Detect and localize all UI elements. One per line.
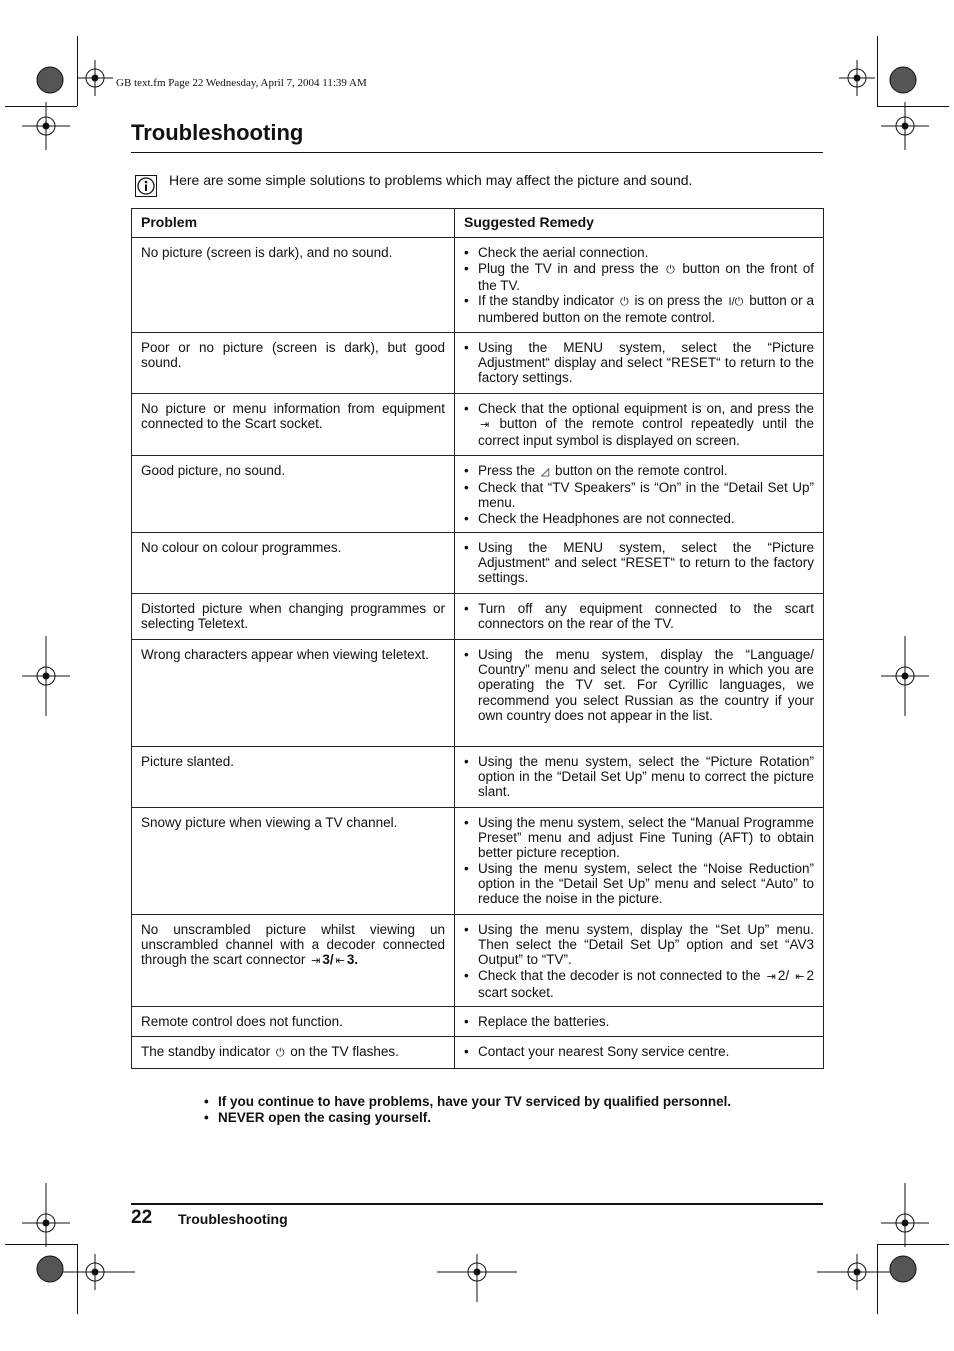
button-symbol-icon: ⇥ <box>766 970 776 983</box>
page-number: 22 <box>131 1207 153 1228</box>
remedy-text: Check the aerial connection. <box>478 245 649 261</box>
remedy-cell <box>455 238 824 332</box>
remedy-cell <box>455 593 824 639</box>
remedy-cell <box>455 914 824 1006</box>
remedy-item <box>478 815 814 861</box>
problem-cell <box>132 593 455 639</box>
remedy-text: 2/ <box>777 967 794 983</box>
connector-label: 3/ <box>322 952 334 968</box>
troubleshooting-table <box>131 208 824 1069</box>
remedy-cell <box>455 1037 824 1068</box>
remedy-text: Using the MENU system, select the “Picture Adjustment“ and select “RESET“ to return to the factory settings. <box>478 539 814 586</box>
file-header: GB text.fm Page 22 Wednesday, April 7, 2004 11:39 AM <box>116 77 367 89</box>
remedy-item <box>478 861 814 907</box>
problem-cell <box>132 807 455 914</box>
remedy-text: If the standby indicator <box>478 293 618 309</box>
problem-text: No unscrambled picture whilst viewing un unscrambled channel with a decoder connected through the scart connector <box>141 921 445 968</box>
remedy-item <box>478 601 814 632</box>
button-symbol-icon: I/⏻ <box>728 296 744 309</box>
remedy-text: Using the menu system, display the “Language/ Country” menu and select the country in which you are operating the TV set. For Cyrillic languages, we recommend you select Russian as the country if your own country does not appear in the list. <box>478 646 814 724</box>
remedy-item <box>478 480 814 511</box>
table-row <box>132 393 824 455</box>
col-problem-header: Problem <box>132 209 455 238</box>
table-row <box>132 1037 824 1068</box>
intro-text: Here are some simple solutions to problems which may affect the picture and sound. <box>169 172 693 188</box>
remedy-cell <box>455 1007 824 1037</box>
table-row <box>132 807 824 914</box>
problem-cell <box>132 746 455 807</box>
remedy-text: button of the remote control repeatedly until the correct input symbol is displayed on screen. <box>478 416 814 449</box>
scart-in-icon: ⇥ <box>311 955 321 968</box>
problem-cell <box>132 393 455 455</box>
problem-text: The standby indicator ⏻ on the TV flashes. <box>141 1044 399 1059</box>
problem-text: Good picture, no sound. <box>141 462 286 478</box>
remedy-text: Plug the TV in and press the <box>478 260 665 276</box>
remedy-text: Using the MENU system, select the “Picture Adjustment“ display and select “RESET“ to return to the factory settings. <box>478 339 814 386</box>
footer-label: Troubleshooting <box>178 1211 288 1227</box>
remedy-cell <box>455 639 824 746</box>
button-symbol-icon: ⇥ <box>480 419 490 432</box>
remedy-item <box>478 647 814 723</box>
table-body <box>132 238 824 1068</box>
remedy-text: 2 scart socket. <box>478 967 814 1001</box>
problem-cell <box>132 332 455 393</box>
remedy-text: Using the menu system, select the “Manual Programme Preset” menu and adjust Fine Tuning (AFT) to obtain better picture reception. <box>478 814 814 861</box>
remedy-text: button on the front of the TV. <box>478 260 815 293</box>
table-row <box>132 746 824 807</box>
button-symbol-icon: ⇤ <box>795 970 805 983</box>
remedy-item <box>478 293 814 326</box>
problem-cell <box>132 532 455 593</box>
problem-text: Wrong characters appear when viewing teletext. <box>141 646 429 662</box>
remedy-text: is on press the <box>630 293 727 309</box>
problem-cell <box>132 639 455 746</box>
footer-divider <box>131 1203 823 1205</box>
problem-cell <box>132 455 455 532</box>
note-item: • NEVER open the casing yourself. <box>204 1110 731 1126</box>
remedy-text: Using the menu system, display the “Set Up” menu. Then select the “Detail Set Up” option and set “AV3 Output” to “TV”. <box>478 921 814 968</box>
problem-cell <box>132 1007 455 1037</box>
remedy-text: Press the <box>478 462 539 478</box>
problem-cell <box>132 1037 455 1068</box>
problem-text: Picture slanted. <box>141 753 235 769</box>
table-header-row <box>132 209 824 238</box>
table-row <box>132 455 824 532</box>
table-row <box>132 238 824 332</box>
button-symbol-icon: ⏻ <box>666 263 675 276</box>
notes <box>204 1094 731 1125</box>
remedy-text: button or a numbered button on the remote control. <box>478 293 814 326</box>
note-item: • If you continue to have problems, have your TV serviced by qualified personnel. <box>204 1094 731 1110</box>
remedy-text: Check that the optional equipment is on, and press the <box>478 400 814 416</box>
remedy-item <box>478 261 814 294</box>
remedy-item <box>478 511 814 526</box>
table-row <box>132 1007 824 1037</box>
button-symbol-icon: ◿ <box>540 465 550 478</box>
scart-out-icon: ⇤ <box>335 955 345 968</box>
remedy-item <box>478 968 814 1001</box>
problem-text: No picture (screen is dark), and no sound. <box>141 245 393 261</box>
remedy-item <box>478 1044 814 1059</box>
remedy-item <box>478 754 814 800</box>
remedy-item <box>478 463 814 480</box>
problem-cell <box>132 914 455 1006</box>
remedy-text: button on the remote control. <box>551 462 728 478</box>
table-row <box>132 639 824 746</box>
remedy-text: Using the menu system, select the “Noise Reduction” option in the “Detail Set Up” menu and select “Auto” to reduce the noise in the picture. <box>478 860 814 907</box>
title-divider <box>131 152 823 153</box>
problem-text: No colour on colour programmes. <box>141 539 342 555</box>
table-row <box>132 332 824 393</box>
remedy-item <box>478 1014 814 1029</box>
remedy-text: Turn off any equipment connected to the scart connectors on the rear of the TV. <box>478 600 814 632</box>
remedy-text: Check that the decoder is not connected to the <box>478 967 765 983</box>
problem-text: Remote control does not function. <box>141 1014 343 1030</box>
page-title: Troubleshooting <box>131 120 304 145</box>
remedy-text: Using the menu system, select the “Picture Rotation” option in the “Detail Set Up” menu to correct the picture slant. <box>478 753 814 800</box>
remedy-text: Replace the batteries. <box>478 1014 610 1030</box>
table-row <box>132 593 824 639</box>
remedy-item <box>478 340 814 386</box>
table-row <box>132 532 824 593</box>
remedy-item <box>478 245 814 260</box>
remedy-cell <box>455 807 824 914</box>
info-icon <box>135 175 157 197</box>
remedy-text: Contact your nearest Sony service centre. <box>478 1044 730 1060</box>
power-icon: ⏻ <box>275 1047 285 1060</box>
remedy-cell <box>455 746 824 807</box>
problem-cell <box>132 238 455 332</box>
remedy-cell <box>455 455 824 532</box>
remedy-text: Check that “TV Speakers” is “On” in the “Detail Set Up” menu. <box>478 479 814 511</box>
problem-text: Snowy picture when viewing a TV channel. <box>141 814 398 830</box>
problem-text: Poor or no picture (screen is dark), but good sound. <box>141 339 445 371</box>
remedy-item <box>478 540 814 586</box>
connector-label: 3. <box>346 952 359 968</box>
remedy-cell <box>455 532 824 593</box>
remedy-item <box>478 401 814 449</box>
problem-text: Distorted picture when changing programmes or selecting Teletext. <box>141 600 445 632</box>
remedy-text: Check the Headphones are not connected. <box>478 510 735 526</box>
remedy-cell <box>455 393 824 455</box>
remedy-cell <box>455 332 824 393</box>
button-symbol-icon: ⏻ <box>620 296 629 309</box>
col-remedy-header: Suggested Remedy <box>455 209 824 238</box>
remedy-item <box>478 922 814 968</box>
table-row <box>132 914 824 1006</box>
problem-text: No picture or menu information from equipment connected to the Scart socket. <box>141 400 445 432</box>
